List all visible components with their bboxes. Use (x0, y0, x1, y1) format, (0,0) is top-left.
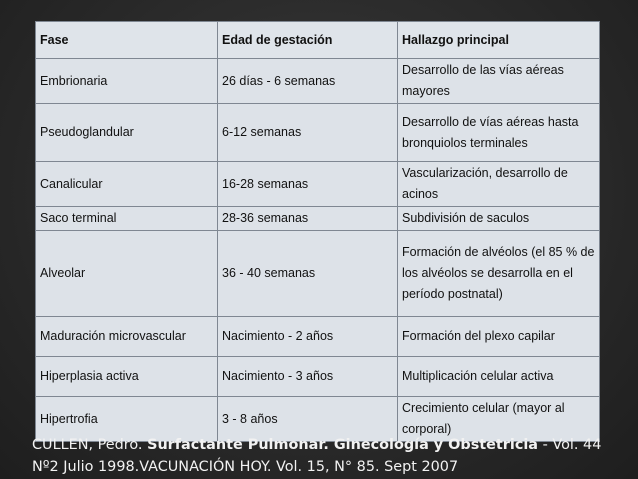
age-cell: 28-36 semanas (218, 207, 398, 231)
phase-cell: Canalicular (36, 162, 218, 207)
header-phase: Fase (36, 22, 218, 59)
finding-cell: Desarrollo de vías aéreas hasta bronquiolos terminales (398, 104, 600, 162)
age-cell: 6-12 semanas (218, 104, 398, 162)
table-row (36, 207, 600, 231)
age-cell: 3 - 8 años (218, 397, 398, 442)
citation-title: Surfactante Pulmonar. Ginecología y Obstetricia (147, 437, 539, 453)
phase-cell: Pseudoglandular (36, 104, 218, 162)
age-cell: Nacimiento - 3 años (218, 357, 398, 397)
age-cell: 16-28 semanas (218, 162, 398, 207)
phase-cell: Alveolar (36, 231, 218, 317)
finding-cell: Formación de alvéolos (el 85 % de los alvéolos se desarrolla en el período postnatal) (398, 231, 600, 317)
table-row (36, 59, 600, 104)
table-row (36, 104, 600, 162)
citation-details: - Vol. 44 Nº2 Julio 1998.VACUNACIÓN HOY. Vol. 15, N° 85. Sept 2007 (32, 437, 602, 475)
table-row (36, 231, 600, 317)
finding-cell: Multiplicación celular activa (398, 357, 600, 397)
table-row (36, 162, 600, 207)
phase-cell: Saco terminal (36, 207, 218, 231)
finding-cell: Crecimiento celular (mayor al corporal) (398, 397, 600, 442)
phase-cell: Hiperplasia activa (36, 357, 218, 397)
phase-cell: Maduración microvascular (36, 317, 218, 357)
citation-author: CULLEN, Pedro. (32, 437, 148, 453)
finding-cell: Desarrollo de las vías aéreas mayores (398, 59, 600, 104)
age-cell: 26 días - 6 semanas (218, 59, 398, 104)
gestation-phases-table (35, 21, 600, 442)
citation-caption (32, 434, 632, 478)
finding-cell: Vascularización, desarrollo de acinos (398, 162, 600, 207)
age-cell: Nacimiento - 2 años (218, 317, 398, 357)
age-cell: 36 - 40 semanas (218, 231, 398, 317)
table-row (36, 317, 600, 357)
table-row (36, 357, 600, 397)
finding-cell: Formación del plexo capilar (398, 317, 600, 357)
header-gestational-age: Edad de gestación (218, 22, 398, 59)
phase-cell: Hipertrofia (36, 397, 218, 442)
table-header-row (36, 22, 600, 59)
finding-cell: Subdivisión de saculos (398, 207, 600, 231)
phase-cell: Embrionaria (36, 59, 218, 104)
header-main-finding: Hallazgo principal (398, 22, 600, 59)
